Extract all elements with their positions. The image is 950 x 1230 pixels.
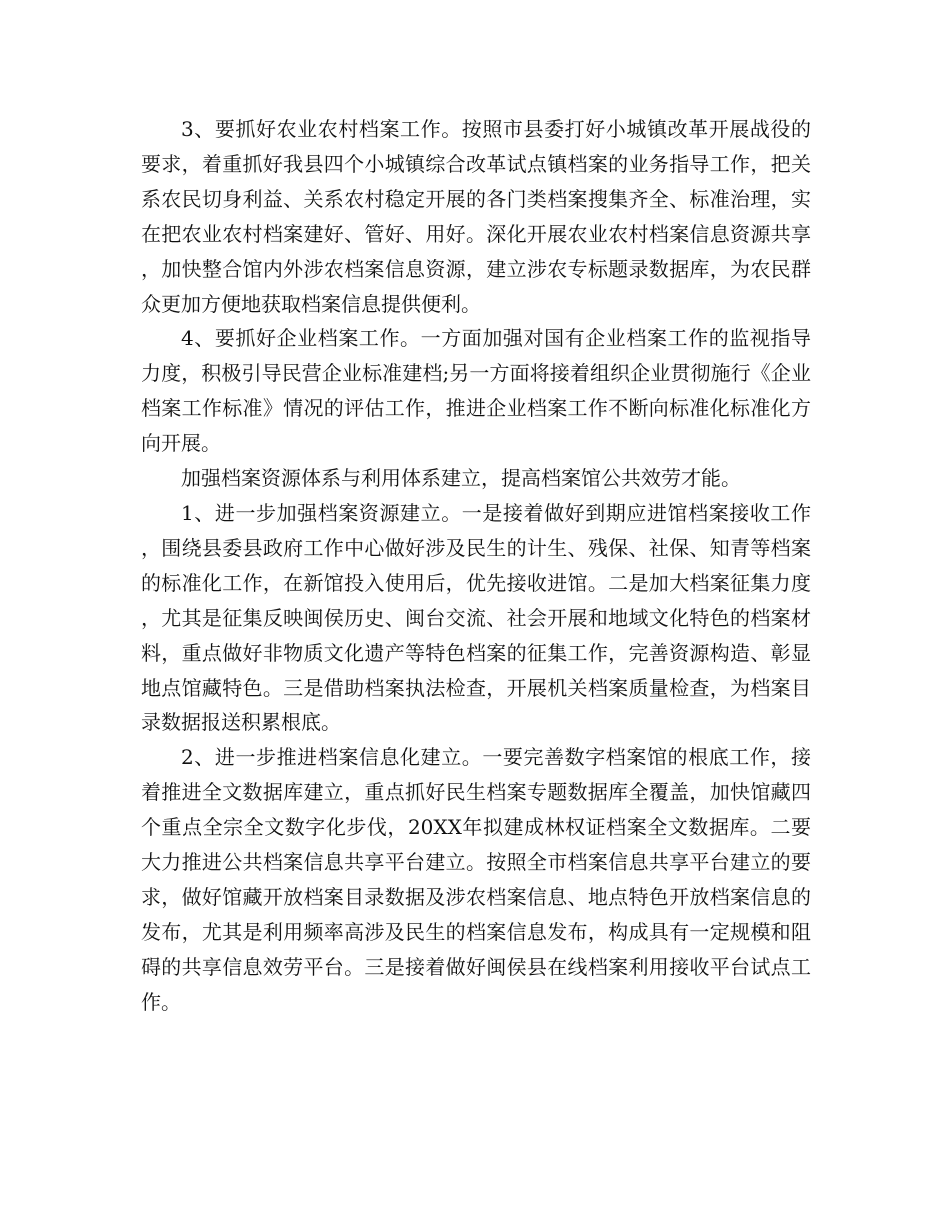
document-body [141,112,811,1020]
paragraph-resource-building: 1、进一步加强档案资源建立。一是接着做好到期应进馆档案接收工作，围绕县委县政府工作中心做好涉及民生的计生、残保、社保、知青等档案的标准化工作，在新馆投入使用后，优先接收进馆。二是加大档案征集力度，尤其是征集反映闽侯历史、闽台交流、社会开展和地域文化特色的档案材料，重点做好非物质文化遗产等特色档案的征集工作，完善资源构造、彰显地点馆藏特色。三是借助档案执法检查，开展机关档案质量检查，为档案目录数据报送积累根底。 [141,500,811,735]
paragraph-agricultural-archives: 3、要抓好农业农村档案工作。按照市县委打好小城镇改革开展战役的要求，着重抓好我县四个小城镇综合改革试点镇档案的业务指导工作，把关系农民切身利益、关系农村稳定开展的各门类档案搜集齐全、标准治理，实在把农业农村档案建好、管好、用好。深化开展农业农村档案信息资源共享，加快整合馆内外涉农档案信息资源，建立涉农专标题录数据库，为农民群众更加方便地获取档案信息提供便利。 [141,117,811,316]
paragraph-enterprise-archives: 4、要抓好企业档案工作。一方面加强对国有企业档案工作的监视指导力度，积极引导民营企业标准建档;另一方面将接着组织企业贯彻施行《企业档案工作标准》情况的评估工作，推进企业档案工作不断向标准化标准化方向开展。 [141,326,811,456]
paragraph-informatization: 2、进一步推进档案信息化建立。一要完善数字档案馆的根底工作，接着推进全文数据库建立，重点抓好民生档案专题数据库全覆盖，加快馆藏四个重点全宗全文数字化步伐，20XX年拟建成林权证档案全文数据库。二要大力推进公共档案信息共享平台建立。按照全市档案信息共享平台建立的要求，做好馆藏开放档案目录数据及涉农档案信息、地点特色开放档案信息的发布，尤其是利用频率高涉及民生的档案信息发布，构成具有一定规模和阻碍的共享信息效劳平台。三是接着做好闽侯县在线档案利用接收平台试点工作。 [141,745,811,1014]
paragraph-section-heading: 加强档案资源体系与利用体系建立，提高档案馆公共效劳才能。 [181,466,741,491]
